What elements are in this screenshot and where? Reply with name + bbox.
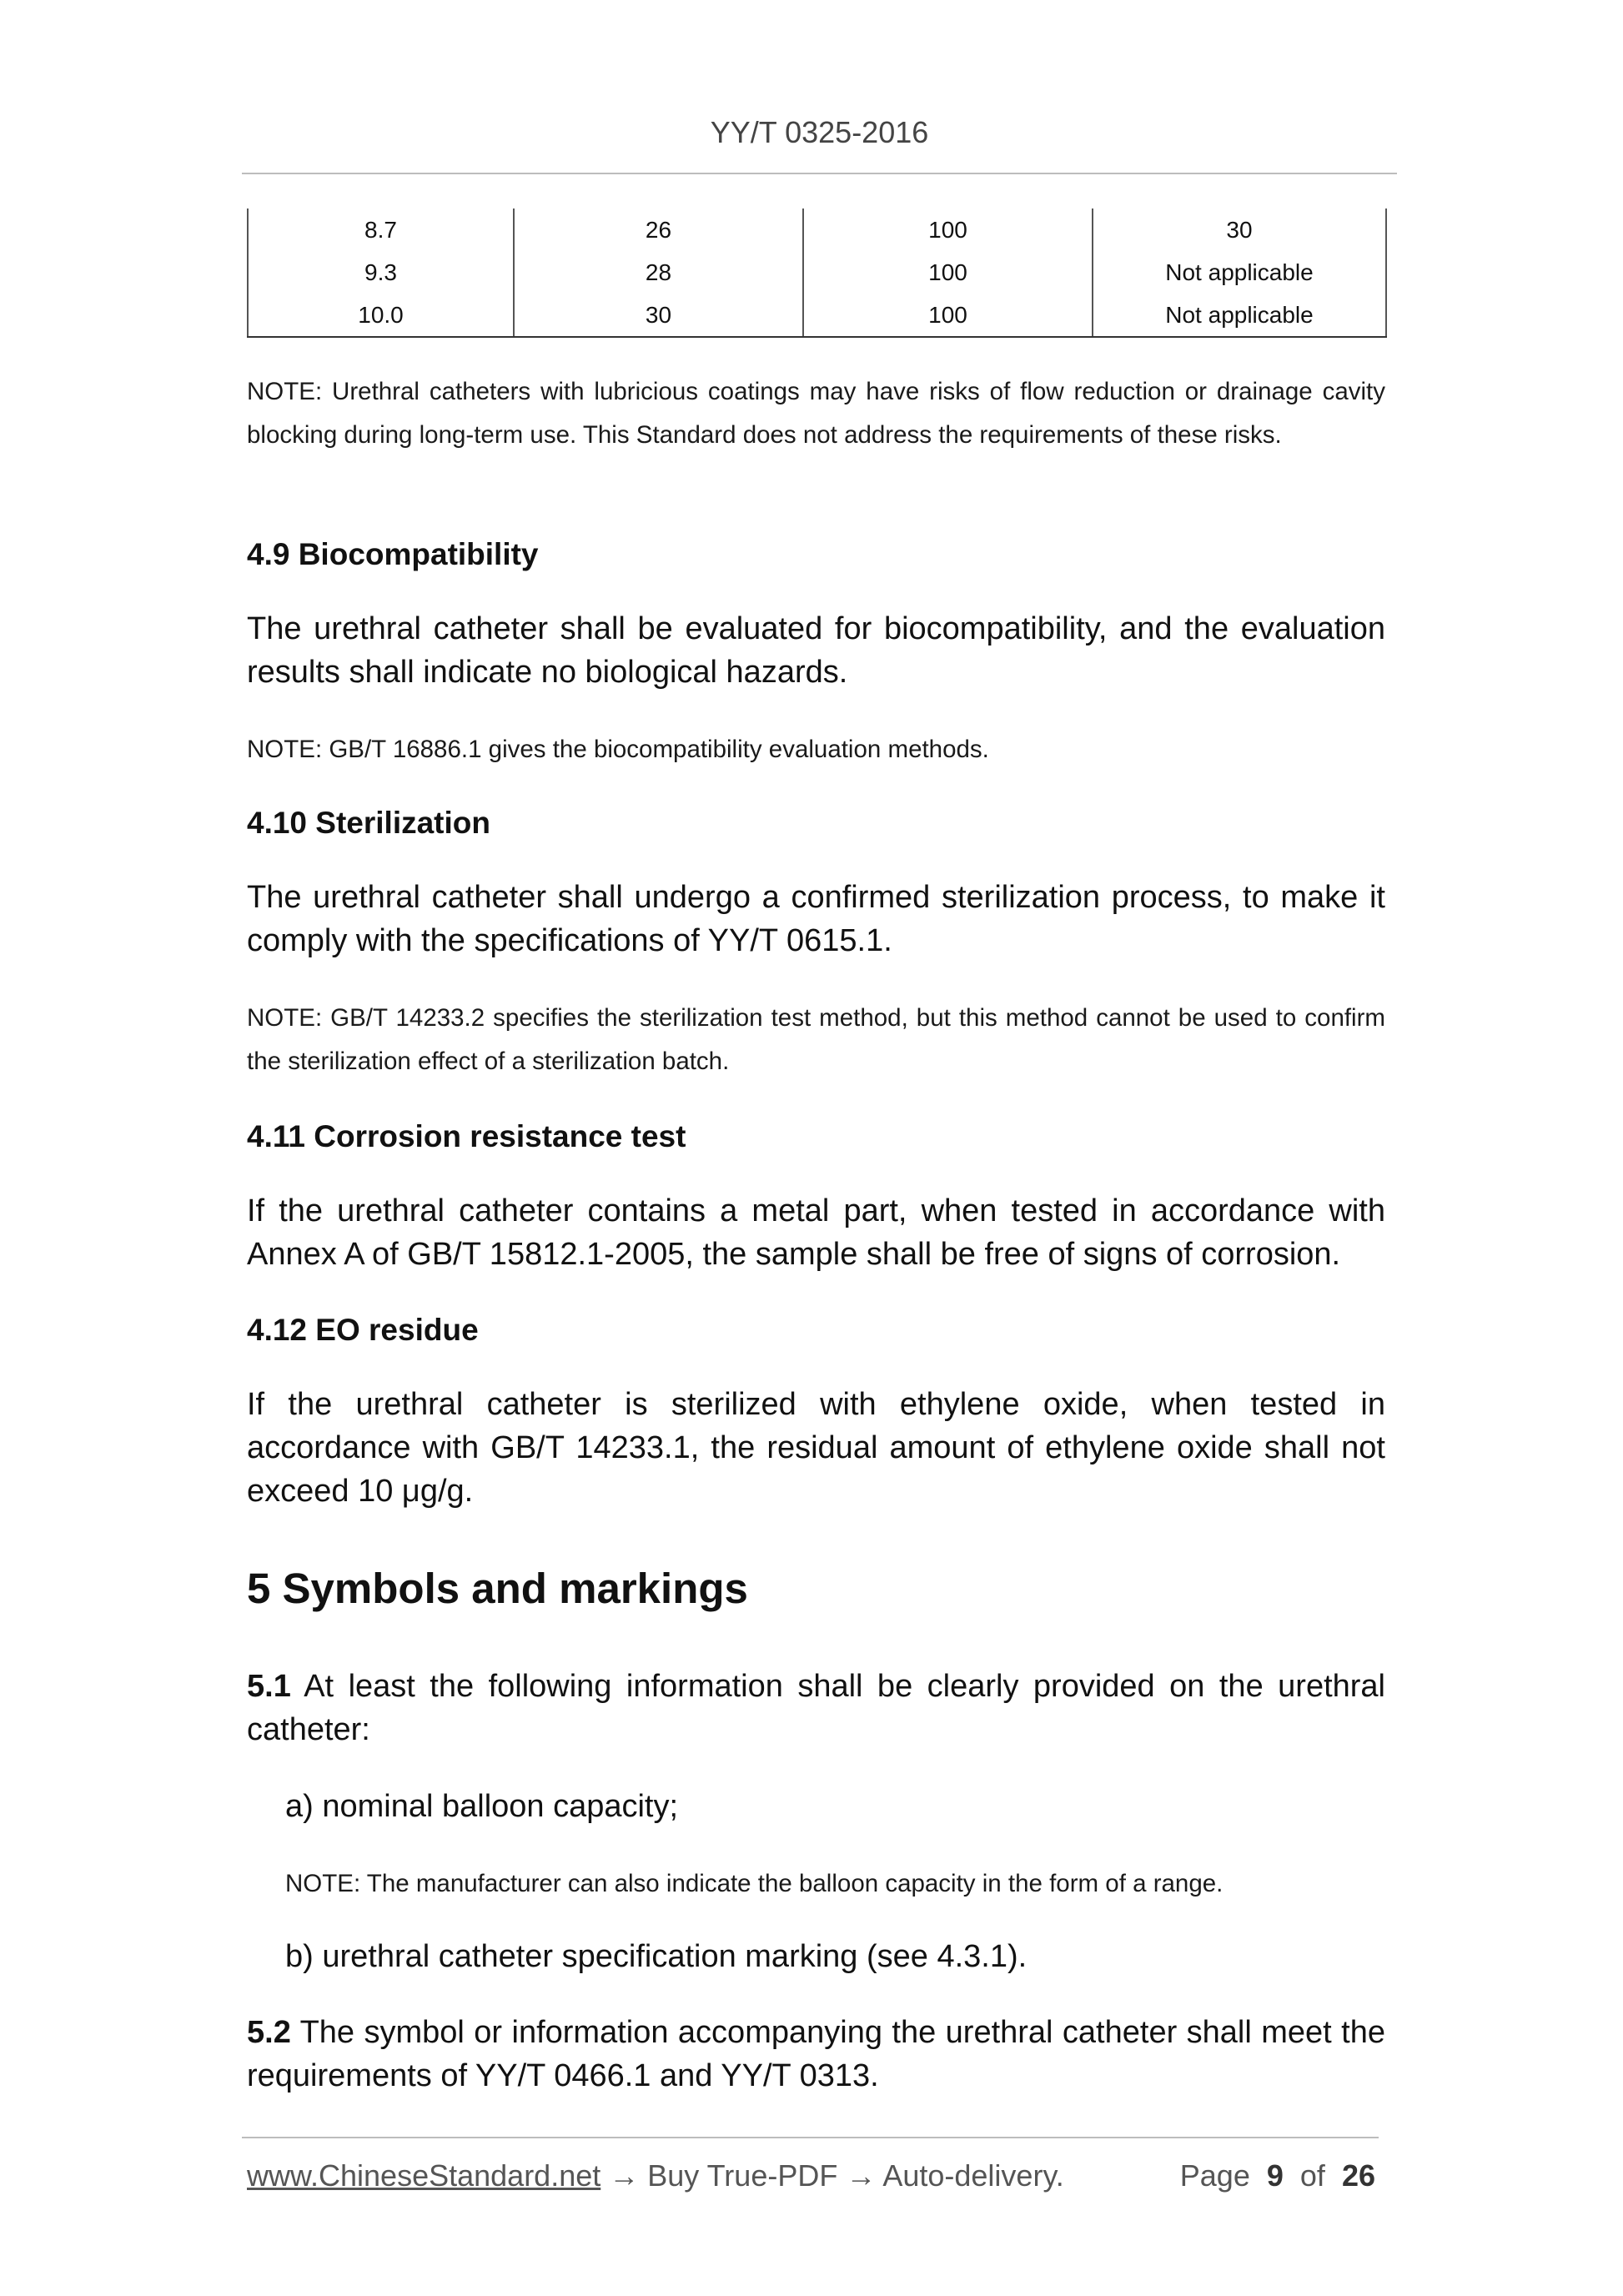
table-cell: 100 (803, 294, 1093, 337)
table-cell: 30 (1093, 208, 1386, 251)
of-label: of (1299, 2158, 1325, 2193)
page-footer (247, 2158, 1375, 2198)
section-5-1-text: At least the following information shall be clearly provided on the urethral catheter: (247, 1669, 1385, 1747)
page-indicator (1180, 2158, 1375, 2193)
table-cell: 8.7 (248, 208, 514, 251)
section-4-10-note: NOTE: GB/T 14233.2 specifies the sterilization test method, but this method cannot be used to confirm the sterilization effect of a sterilization batch. (247, 1004, 1385, 1075)
section-5-1-number: 5.1 (247, 1669, 291, 1704)
section-5-1-paragraph (247, 1665, 1385, 1751)
page-number: 9 (1266, 2158, 1284, 2193)
list-item-b: b) urethral catheter specification marking (see 4.3.1). (285, 1939, 1028, 1974)
balloon-capacity-table (247, 208, 1387, 338)
section-4-11-title: 4.11 Corrosion resistance test (247, 1119, 686, 1153)
section-4-10-title: 4.10 Sterilization (247, 806, 490, 840)
table-row (248, 251, 1386, 294)
section-4-12-text: If the urethral catheter is sterilized with ethylene oxide, when tested in accordance with GB/T 14233.1, the residual amount of ethylene oxide shall not exceed 10 μg/g. (247, 1387, 1385, 1509)
table-cell: Not applicable (1093, 251, 1386, 294)
table-cell: 30 (514, 294, 803, 337)
section-5-2-paragraph (247, 2011, 1385, 2098)
table-cell: 100 (803, 208, 1093, 251)
section-5-title: 5 Symbols and markings (247, 1565, 748, 1612)
section-4-9-text: The urethral catheter shall be evaluated for biocompatibility, and the evaluation results shall indicate no biological hazards. (247, 611, 1385, 690)
table-cell: 10.0 (248, 294, 514, 337)
header-divider (242, 173, 1397, 174)
list-item-a-note: NOTE: The manufacturer can also indicate the balloon capacity in the form of a range. (285, 1870, 1224, 1897)
footer-divider (242, 2137, 1379, 2138)
page-label: Page (1179, 2158, 1250, 2193)
section-5-2-number: 5.2 (247, 2015, 291, 2050)
list-item-a: a) nominal balloon capacity; (285, 1789, 679, 1824)
section-4-9-note: NOTE: GB/T 16886.1 gives the biocompatibility evaluation methods. (247, 736, 989, 763)
table-row (248, 208, 1386, 251)
section-4-11-text: If the urethral catheter contains a metal part, when tested in accordance with Annex A of GB/T 15812.1-2005, the sample shall be free of signs of corrosion. (247, 1193, 1385, 1272)
section-4-9-title: 4.9 Biocompatibility (247, 537, 539, 571)
note-lubricious-coatings: NOTE: Urethral catheters with lubricious coatings may have risks of flow reduction or drainage cavity blocking during long-term use. This Standard does not address the requirements of these risks. (247, 378, 1385, 449)
section-4-10-text: The urethral catheter shall undergo a confirmed sterilization process, to make it comply with the specifications of YY/T 0615.1. (247, 880, 1385, 958)
section-5-2-text: The symbol or information accompanying the urethral catheter shall meet the requirements of YY/T 0466.1 and YY/T 0313. (247, 2015, 1385, 2093)
website-link[interactable]: www.ChineseStandard.net (247, 2158, 601, 2193)
footer-promo: → Buy True-PDF → Auto-delivery. (609, 2158, 1064, 2193)
table-cell: 9.3 (248, 251, 514, 294)
total-pages: 26 (1341, 2158, 1375, 2193)
table-cell: Not applicable (1093, 294, 1386, 337)
page-header-doc-id: YY/T 0325-2016 (710, 115, 929, 149)
table-row (248, 294, 1386, 337)
table-cell: 100 (803, 251, 1093, 294)
table-cell: 28 (514, 251, 803, 294)
section-4-12-title: 4.12 EO residue (247, 1313, 479, 1347)
table-cell: 26 (514, 208, 803, 251)
